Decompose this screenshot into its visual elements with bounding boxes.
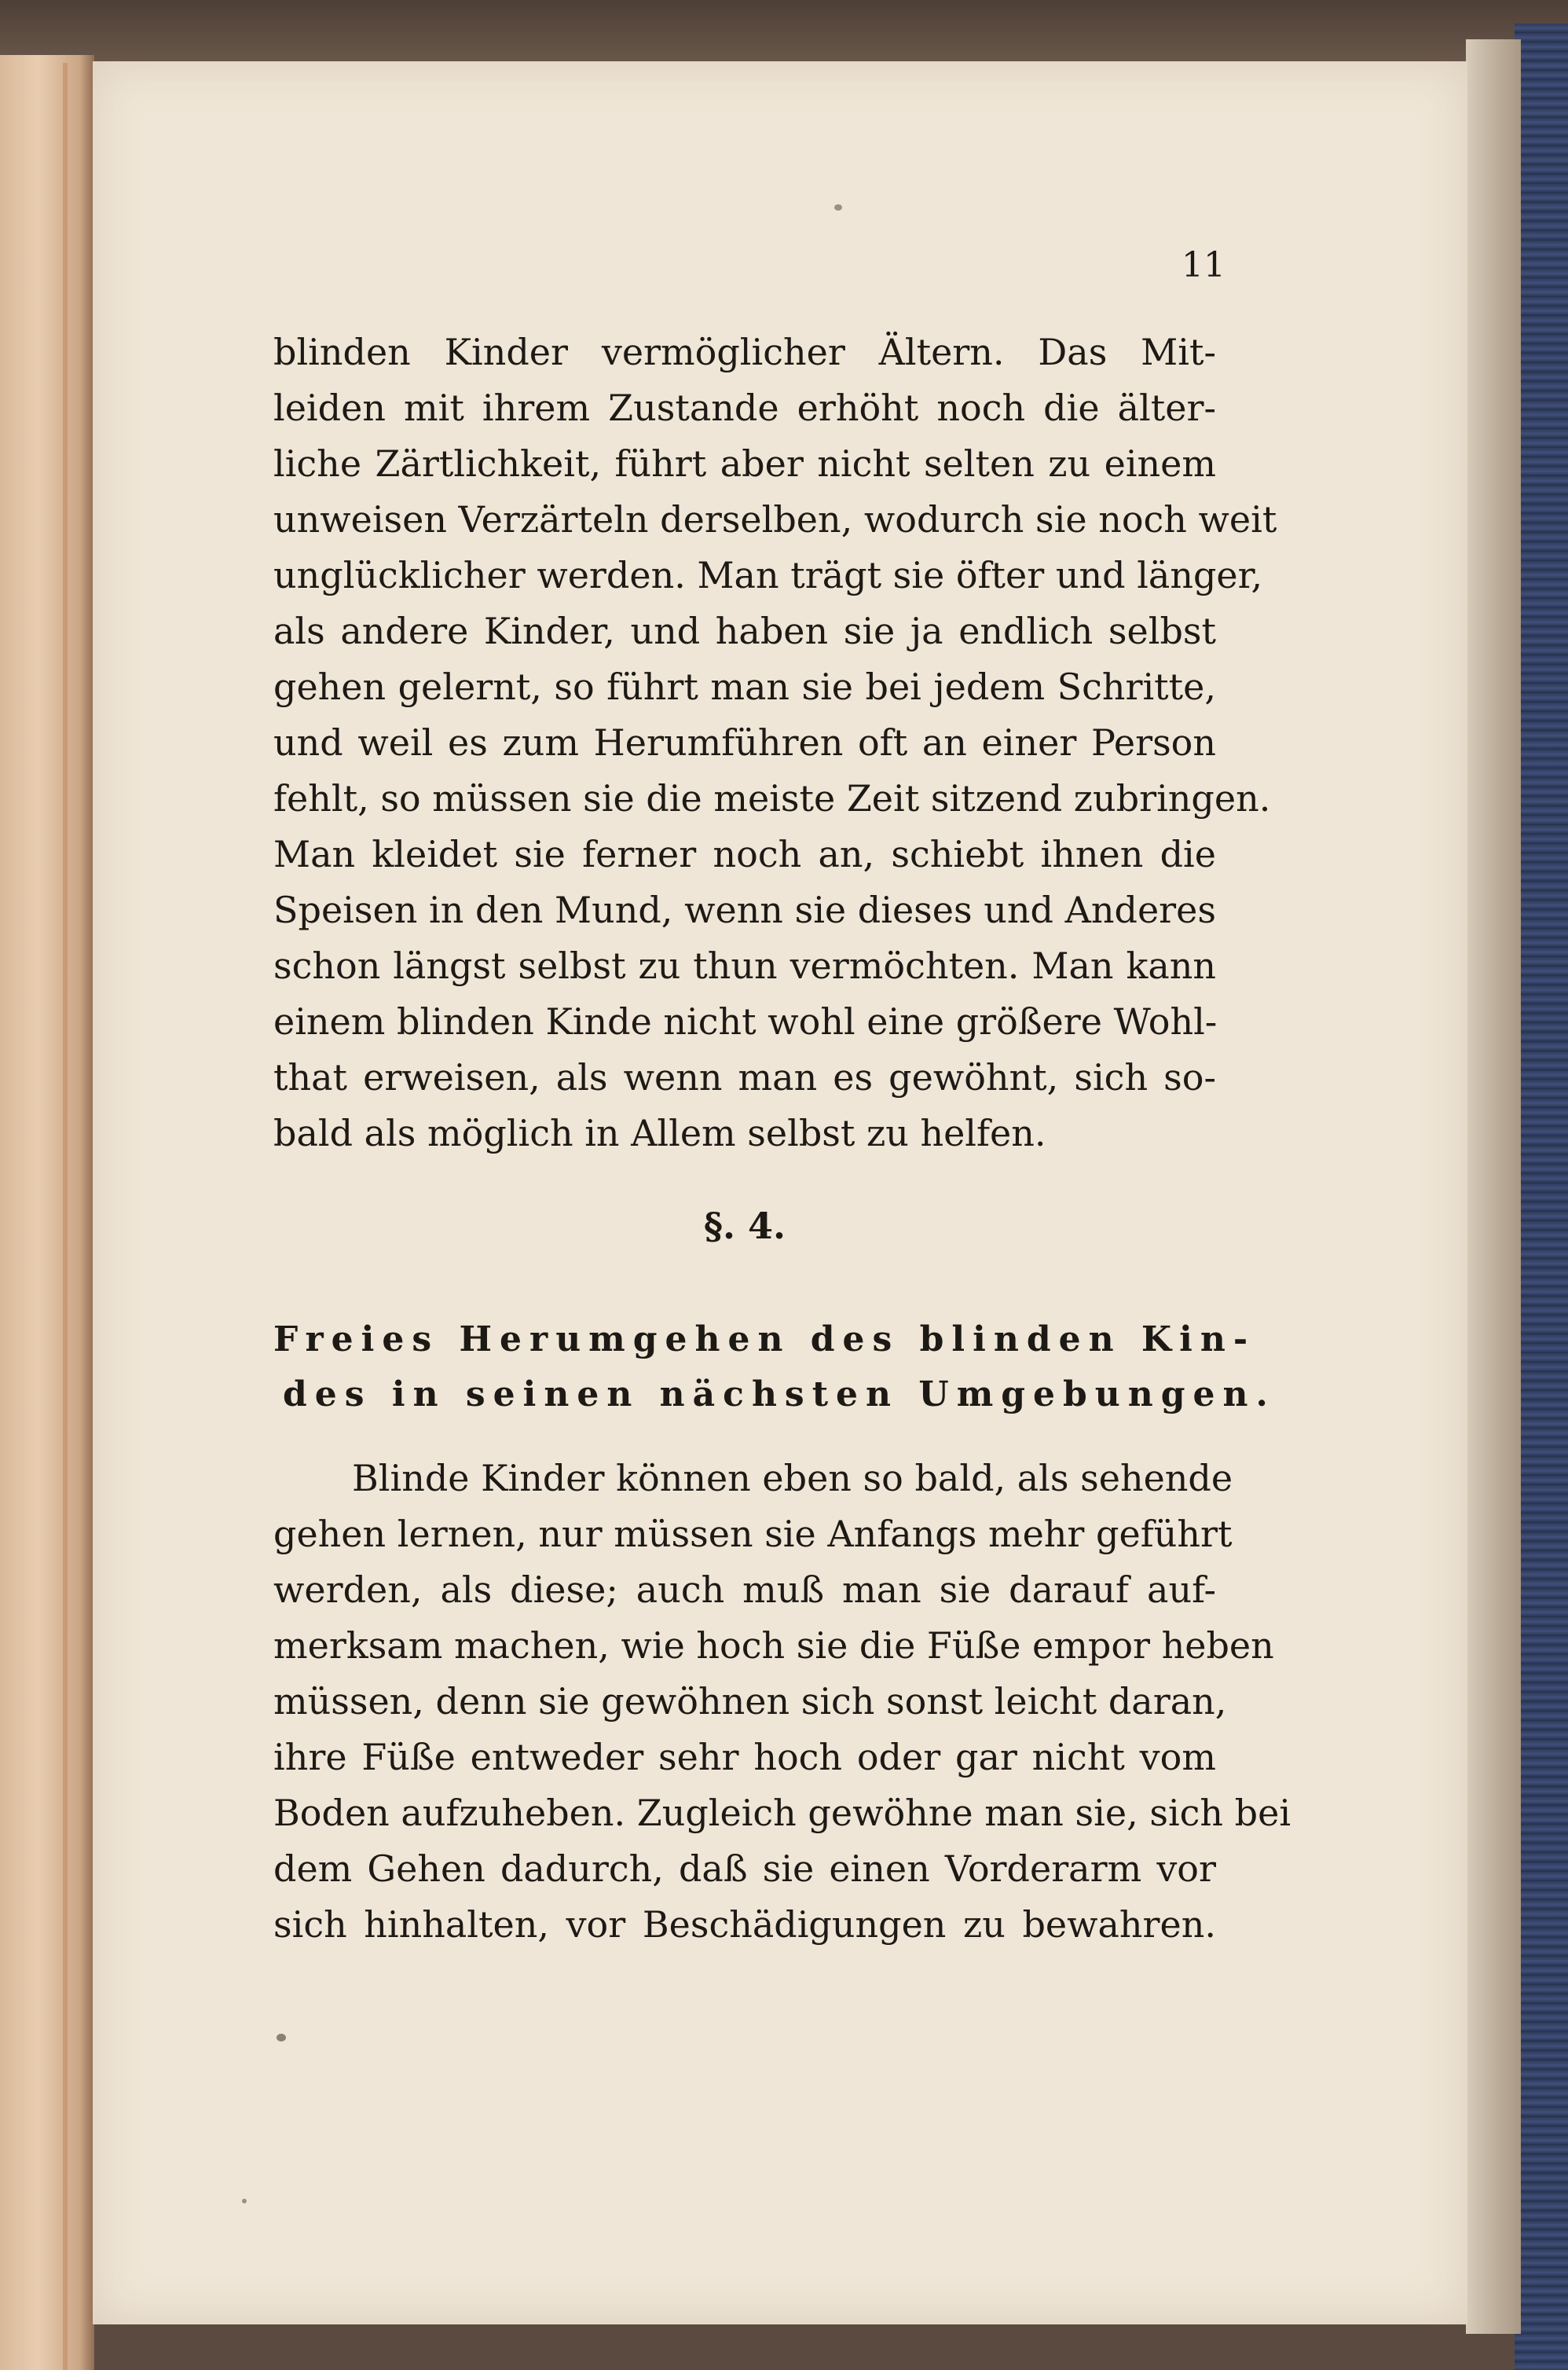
left-page-edge: [0, 55, 94, 2370]
heading-line: des in seinen nächsten Umgebungen.: [283, 1374, 1276, 1414]
text-line: müssen, denn sie gewöhnen sich sonst leicht daran,: [273, 1680, 1227, 1722]
text-line: Man kleidet sie ferner noch an, schiebt ihnen die: [273, 833, 1216, 875]
text-line: und weil es zum Herumführen oft an einer Person: [273, 721, 1216, 764]
section-heading: [273, 1312, 1276, 1422]
text-line: einem blinden Kinde nicht wohl eine größere Wohl-: [273, 1000, 1218, 1043]
text-line: ihre Füße entweder sehr hoch oder gar nicht vom: [273, 1736, 1216, 1778]
book-cover-edge: [1515, 24, 1568, 2370]
text-line: liche Zärtlichkeit, führt aber nicht selten zu einem: [273, 442, 1216, 485]
ink-spot: [277, 2034, 286, 2042]
text-line: als andere Kinder, und haben sie ja endlich selbst: [273, 610, 1216, 652]
text-line: werden, als diese; auch muß man sie darauf auf-: [273, 1568, 1216, 1611]
text-line: merksam machen, wie hoch sie die Füße empor heben: [273, 1624, 1274, 1667]
heading-line: Freies Herumgehen des blinden Kin-: [273, 1319, 1256, 1359]
text-line: Blinde Kinder können eben so bald, als sehende: [352, 1457, 1233, 1499]
left-page-gutter: [63, 63, 68, 2370]
ink-spot: [242, 2199, 247, 2203]
text-line: that erweisen, als wenn man es gewöhnt, sich so-: [273, 1056, 1216, 1099]
text-line: gehen lernen, nur müssen sie Anfangs mehr geführt: [273, 1513, 1233, 1555]
text-line: sich hinhalten, vor Beschädigungen zu bewahren.: [273, 1903, 1216, 1946]
text-line: Boden aufzuheben. Zugleich gewöhne man sie, sich bei: [273, 1792, 1291, 1834]
text-line: leiden mit ihrem Zustande erhöht noch die älter-: [273, 387, 1216, 429]
text-line: unglücklicher werden. Man trägt sie öfter und länger,: [273, 554, 1263, 596]
text-line: bald als möglich in Allem selbst zu helfen.: [273, 1112, 1046, 1154]
text-line: gehen gelernt, so führt man sie bei jedem Schritte,: [273, 666, 1216, 708]
text-line: Speisen in den Mund, wenn sie dieses und Anderes: [273, 889, 1216, 931]
text-line: dem Gehen dadurch, daß sie einen Vorderarm vor: [273, 1847, 1216, 1890]
page-number: 11: [1181, 245, 1225, 285]
text-line: unweisen Verzärteln derselben, wodurch sie noch weit: [273, 498, 1277, 541]
section-marker: §. 4.: [703, 1205, 786, 1247]
text-line: schon längst selbst zu thun vermöchten. Man kann: [273, 945, 1216, 987]
paragraph-2: [273, 1451, 1291, 1953]
text-line: fehlt, so müssen sie die meiste Zeit sitzend zubringen.: [273, 777, 1271, 820]
top-shadow: [0, 0, 1568, 71]
ink-spot: [834, 204, 842, 211]
paragraph-1: [273, 325, 1277, 1161]
text-line: blinden Kinder vermöglicher Ältern. Das Mit-: [273, 331, 1216, 373]
page-stack-edge: [1466, 39, 1521, 2334]
